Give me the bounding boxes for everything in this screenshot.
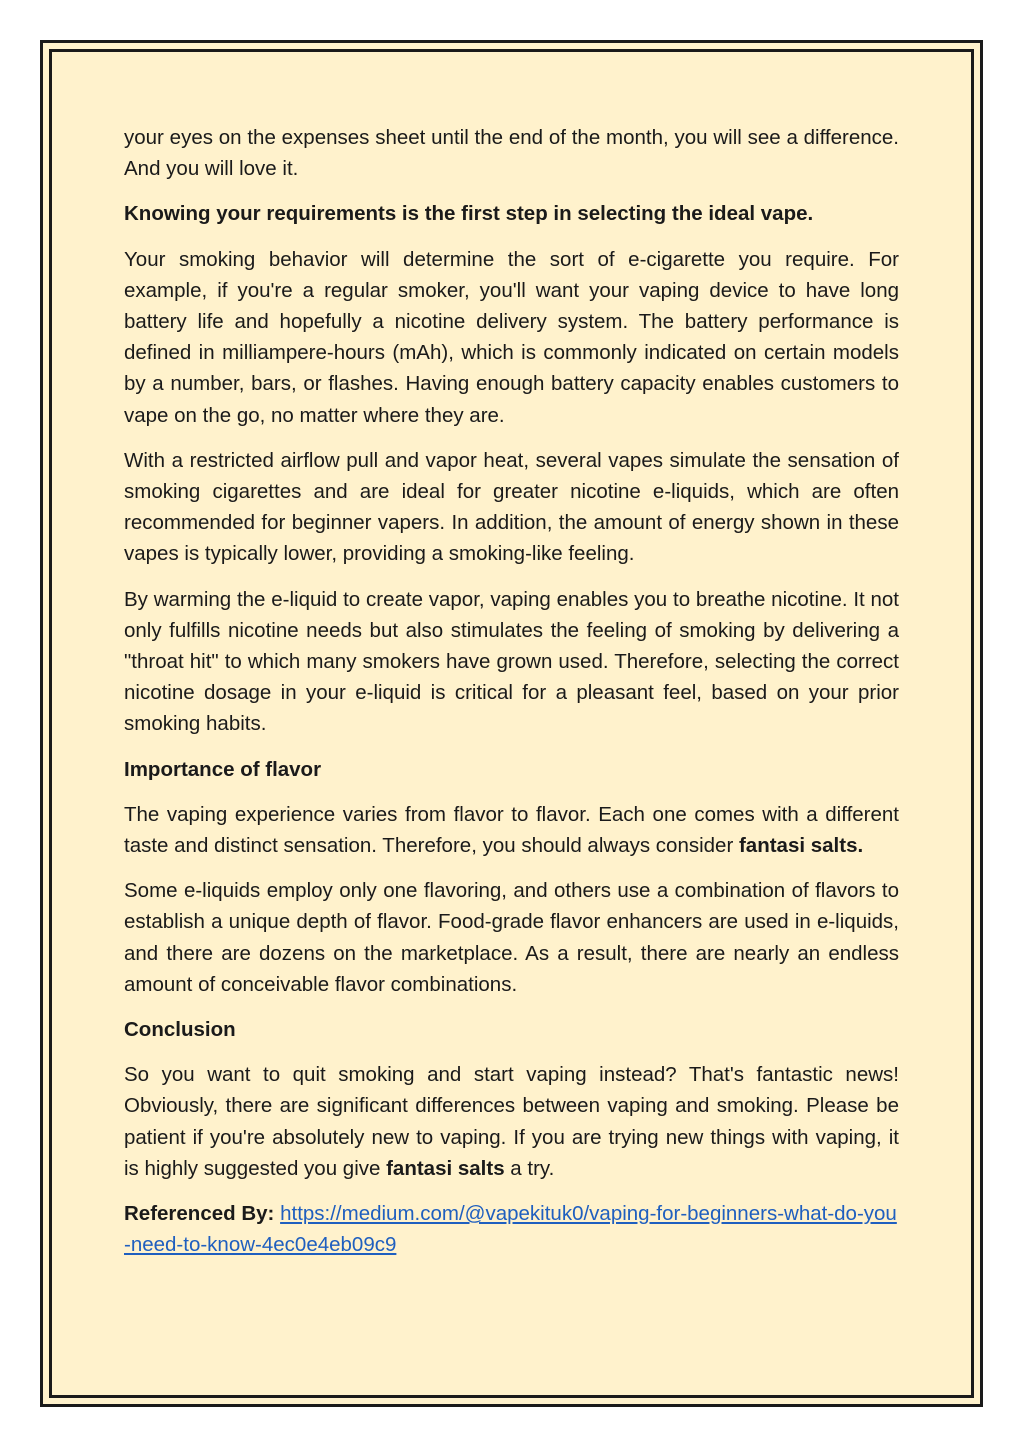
paragraph-conclusion [124,1059,899,1184]
paragraph-flavor-combinations: Some e-liquids employ only one flavoring, and others use a combination of flavors to establish a unique depth of flavor. Food-grade flavor enhancers are used in e-liquids, and there are dozens on the marketplace. As a result, there are nearly an endless amount of conceivable flavor combinations. [124,879,899,996]
document-body [124,122,899,1275]
conclusion-tail: a try. [504,1156,555,1180]
paragraph-warming-eliquid: By warming the e-liquid to create vapor, vaping enables you to breathe nicotine. It not only fulfills nicotine needs but also stimulates the feeling of smoking by delivering a "throat hit" to which many smokers have grown used. Therefore, selecting the correct nicotine dosage in your e-liquid is critical for a pleasant feel, based on your prior smoking habits. [124,587,899,736]
heading-conclusion: Conclusion [124,1018,236,1042]
conclusion-text: So you want to quit smoking and start vaping instead? That's fantastic news! Obviously, there are significant differences between vaping and smoking. Please be patient if you're absolutely new to vaping. If you are trying new things with vaping, it is highly suggested you give [124,1063,899,1180]
flavor-paragraph-bold: fantasi salts. [738,834,864,858]
paragraph-restricted-airflow: With a restricted airflow pull and vapor heat, several vapes simulate the sensation of smoking cigarettes and are ideal for greater nicotine e-liquids, which are often recommended for beginner vapers. In addition, the amount of energy shown in these vapes is typically lower, providing a smoking-like feeling. [124,448,899,566]
reference-label: Referenced By: [124,1202,275,1226]
heading-requirements: Knowing your requirements is the first step in selecting the ideal vape. [124,202,814,226]
conclusion-bold: fantasi salts [386,1156,505,1180]
reference-link[interactable]: https://medium.com/@vapekituk0/vaping-for-beginners-what-do-you-need-to-know-4ec0e4eb09c9 [124,1202,897,1257]
paragraph-flavor-experience [124,799,899,861]
paragraph-smoking-behavior: Your smoking behavior will determine the sort of e-cigarette you require. For example, if you're a regular smoker, you'll want your vaping device to have long battery life and hopefully a nicotine delivery system. The battery performance is defined in milliampere-hours (mAh), which is commonly indicated on certain models by a number, bars, or flashes. Having enough battery capacity enables customers to vape on the go, no matter where they are. [124,247,899,427]
paragraph-expenses: your eyes on the expenses sheet until the end of the month, you will see a difference. And you will love it. [124,126,899,181]
heading-importance-of-flavor: Importance of flavor [124,757,322,781]
reference-line [124,1198,899,1260]
flavor-paragraph-text: The vaping experience varies from flavor to flavor. Each one comes with a different taste and distinct sensation. Therefore, you should always consider [124,802,899,858]
